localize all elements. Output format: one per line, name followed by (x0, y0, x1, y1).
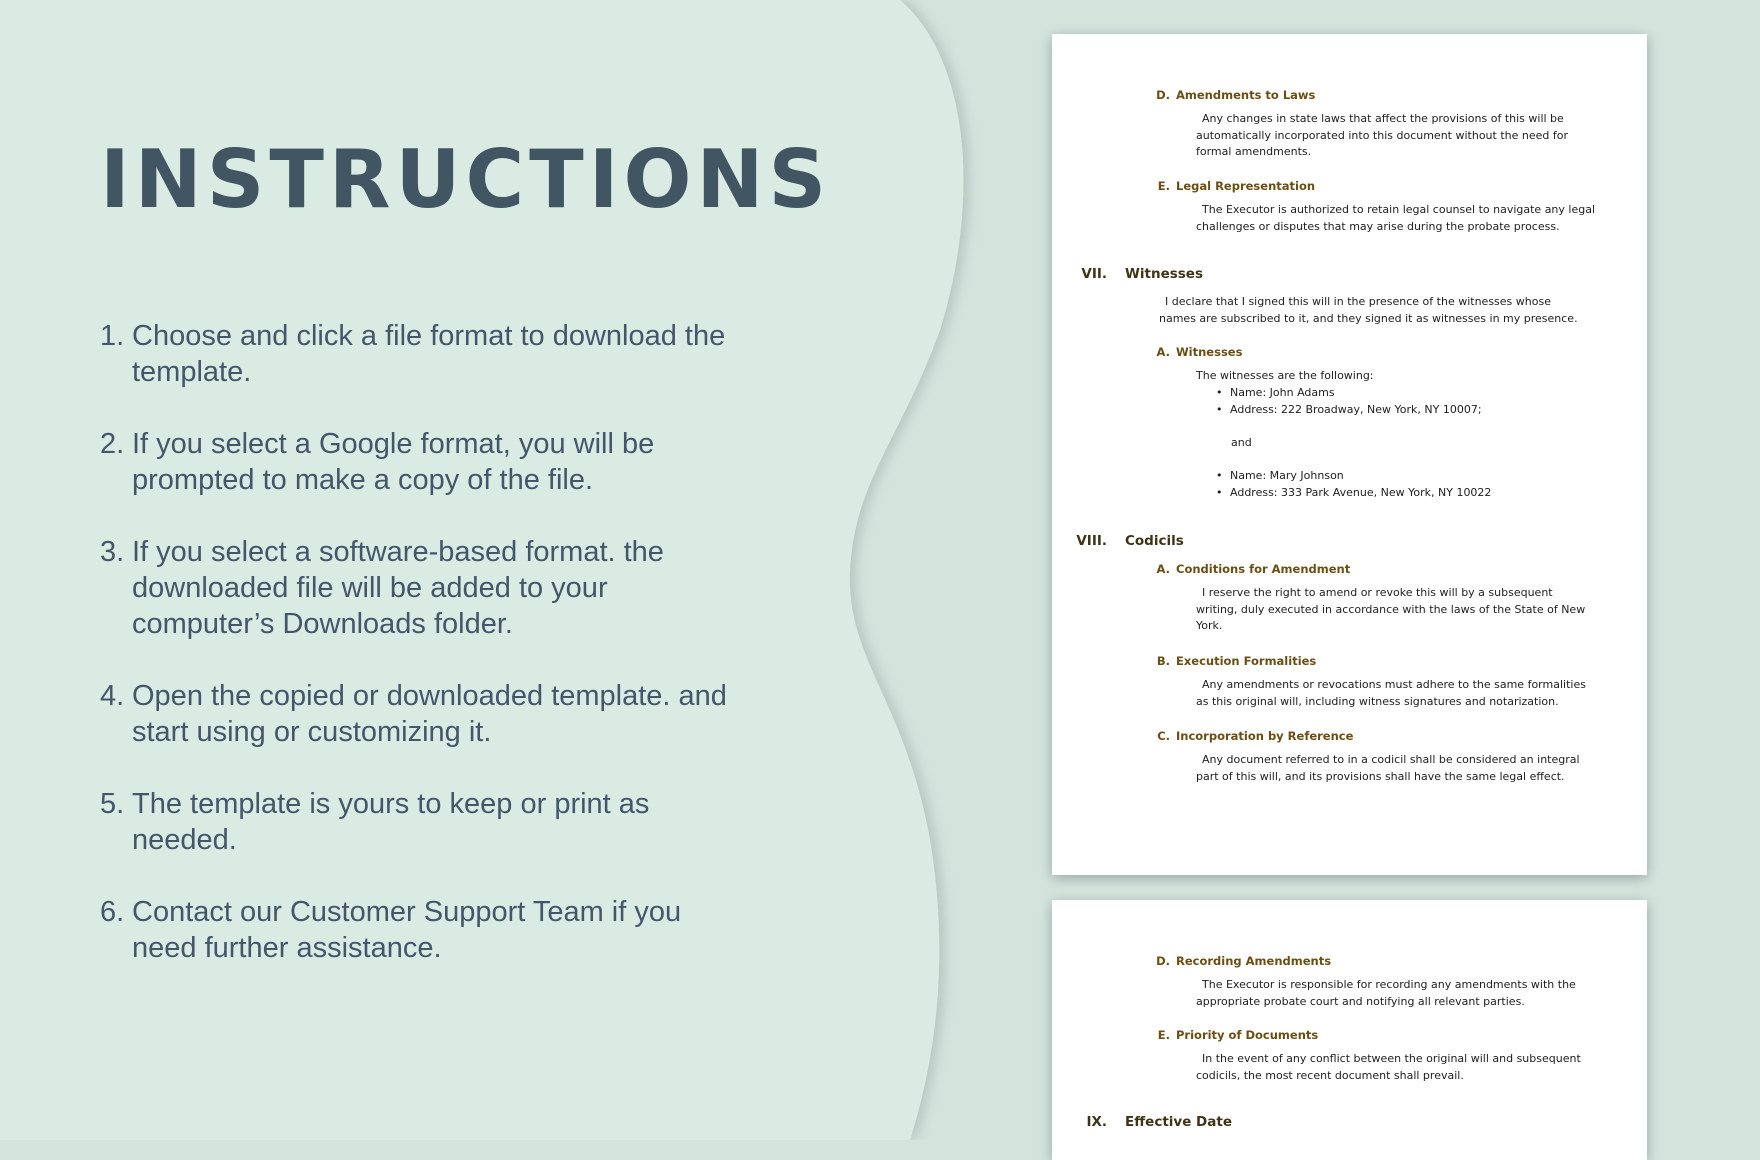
witness-list-second (1214, 468, 1491, 501)
instruction-steps (100, 318, 740, 1002)
paragraph-witnesses-declaration: I declare that I signed this will in the presence of the witnesses whose names are subscribed to it, and they signed it as witnesses in my presence. (1159, 295, 1578, 325)
paragraph-amendments-to-laws: Any changes in state laws that affect the provisions of this will be automatically incorporated into this document without the need for formal amendments. (1196, 112, 1568, 158)
instruction-step-5 (100, 786, 740, 858)
subsection-number: D. (1156, 954, 1170, 968)
subsection-title: Incorporation by Reference (1176, 729, 1354, 743)
witness-name: • Name: Mary Johnson (1214, 468, 1491, 485)
step-text: If you select a Google format, you will be prompted to make a copy of the file. (132, 428, 655, 496)
subsection-title: Recording Amendments (1176, 954, 1332, 968)
step-text: Choose and click a file format to download the template. (132, 320, 726, 388)
subsection-title: Legal Representation (1176, 179, 1316, 193)
step-text: Contact our Customer Support Team if you need further assistance. (132, 896, 682, 964)
subsection-heading-recording-amendments (1150, 954, 1331, 968)
subsection-heading-witnesses (1150, 345, 1242, 359)
section-heading-codicils (1057, 533, 1184, 549)
witness-name: • Name: John Adams (1214, 385, 1482, 402)
document-page-1 (1052, 34, 1647, 875)
section-number: VIII. (1076, 533, 1107, 549)
step-number: 2. (100, 428, 125, 460)
subsection-title: Amendments to Laws (1176, 88, 1316, 102)
instruction-step-2 (100, 426, 740, 498)
instruction-step-3 (100, 534, 740, 642)
paragraph-incorporation-by-reference: Any document referred to in a codicil shall be considered an integral part of this will, and its provisions shall have the same legal effect. (1196, 753, 1580, 783)
subsection-heading-priority-of-documents (1150, 1028, 1318, 1042)
document-page-2 (1052, 900, 1647, 1160)
paragraph-legal-representation: The Executor is authorized to retain legal counsel to navigate any legal challenges or disputes that may arise during the probate process. (1196, 203, 1596, 233)
step-number: 6. (100, 896, 125, 928)
witness-address: • Address: 333 Park Avenue, New York, NY 10022 (1214, 485, 1491, 502)
step-text: Open the copied or downloaded template. and start using or customizing it. (132, 680, 727, 748)
paragraph-recording-amendments: The Executor is responsible for recording any amendments with the appropriate probate court and notifying all relevant parties. (1196, 978, 1576, 1008)
subsection-title: Execution Formalities (1176, 654, 1317, 668)
subsection-number: D. (1156, 88, 1170, 102)
paragraph-conditions-for-amendment: I reserve the right to amend or revoke this will by a subsequent writing, duly executed in accordance with the laws of the State of New York. (1196, 586, 1586, 632)
step-text: The template is yours to keep or print as needed. (132, 788, 650, 856)
subsection-heading-amendments-to-laws (1150, 88, 1315, 102)
subsection-number: B. (1156, 654, 1170, 668)
subsection-title: Witnesses (1176, 345, 1243, 359)
subsection-number: A. (1156, 562, 1170, 576)
witness-address: • Address: 222 Broadway, New York, NY 10007; (1214, 402, 1482, 419)
subsection-heading-conditions-for-amendment (1150, 562, 1350, 576)
instructions-title: INSTRUCTIONS (100, 133, 832, 226)
section-number: VII. (1081, 266, 1107, 282)
section-heading-witnesses (1057, 266, 1203, 282)
step-number: 4. (100, 680, 125, 712)
witness-list-intro: The witnesses are the following: (1196, 369, 1374, 382)
subsection-heading-incorporation-by-reference (1150, 729, 1353, 743)
step-number: 3. (100, 536, 125, 568)
subsection-heading-execution-formalities (1150, 654, 1316, 668)
section-heading-effective-date (1057, 1114, 1232, 1130)
instruction-step-4 (100, 678, 740, 750)
subsection-title: Conditions for Amendment (1176, 562, 1351, 576)
step-number: 1. (100, 320, 125, 352)
section-title: Codicils (1125, 533, 1184, 549)
instruction-step-6 (100, 894, 740, 966)
subsection-title: Priority of Documents (1176, 1028, 1319, 1042)
subsection-number: E. (1157, 179, 1170, 193)
instruction-step-1 (100, 318, 740, 390)
step-text: If you select a software-based format. the downloaded file will be added to your computer’s Downloads folder. (132, 536, 664, 640)
subsection-number: C. (1157, 729, 1170, 743)
subsection-heading-legal-representation (1150, 179, 1315, 193)
witness-list-conjunction: and (1231, 436, 1252, 449)
step-number: 5. (100, 788, 125, 820)
section-title: Effective Date (1125, 1114, 1232, 1130)
paragraph-execution-formalities: Any amendments or revocations must adhere to the same formalities as this original will, including witness signatures and notarization. (1196, 678, 1586, 708)
subsection-number: A. (1156, 345, 1170, 359)
paragraph-priority-of-documents: In the event of any conflict between the original will and subsequent codicils, the most recent document shall prevail. (1196, 1052, 1581, 1082)
witness-list-first (1214, 385, 1482, 418)
section-number: IX. (1086, 1114, 1107, 1130)
subsection-number: E. (1157, 1028, 1170, 1042)
section-title: Witnesses (1125, 266, 1204, 282)
